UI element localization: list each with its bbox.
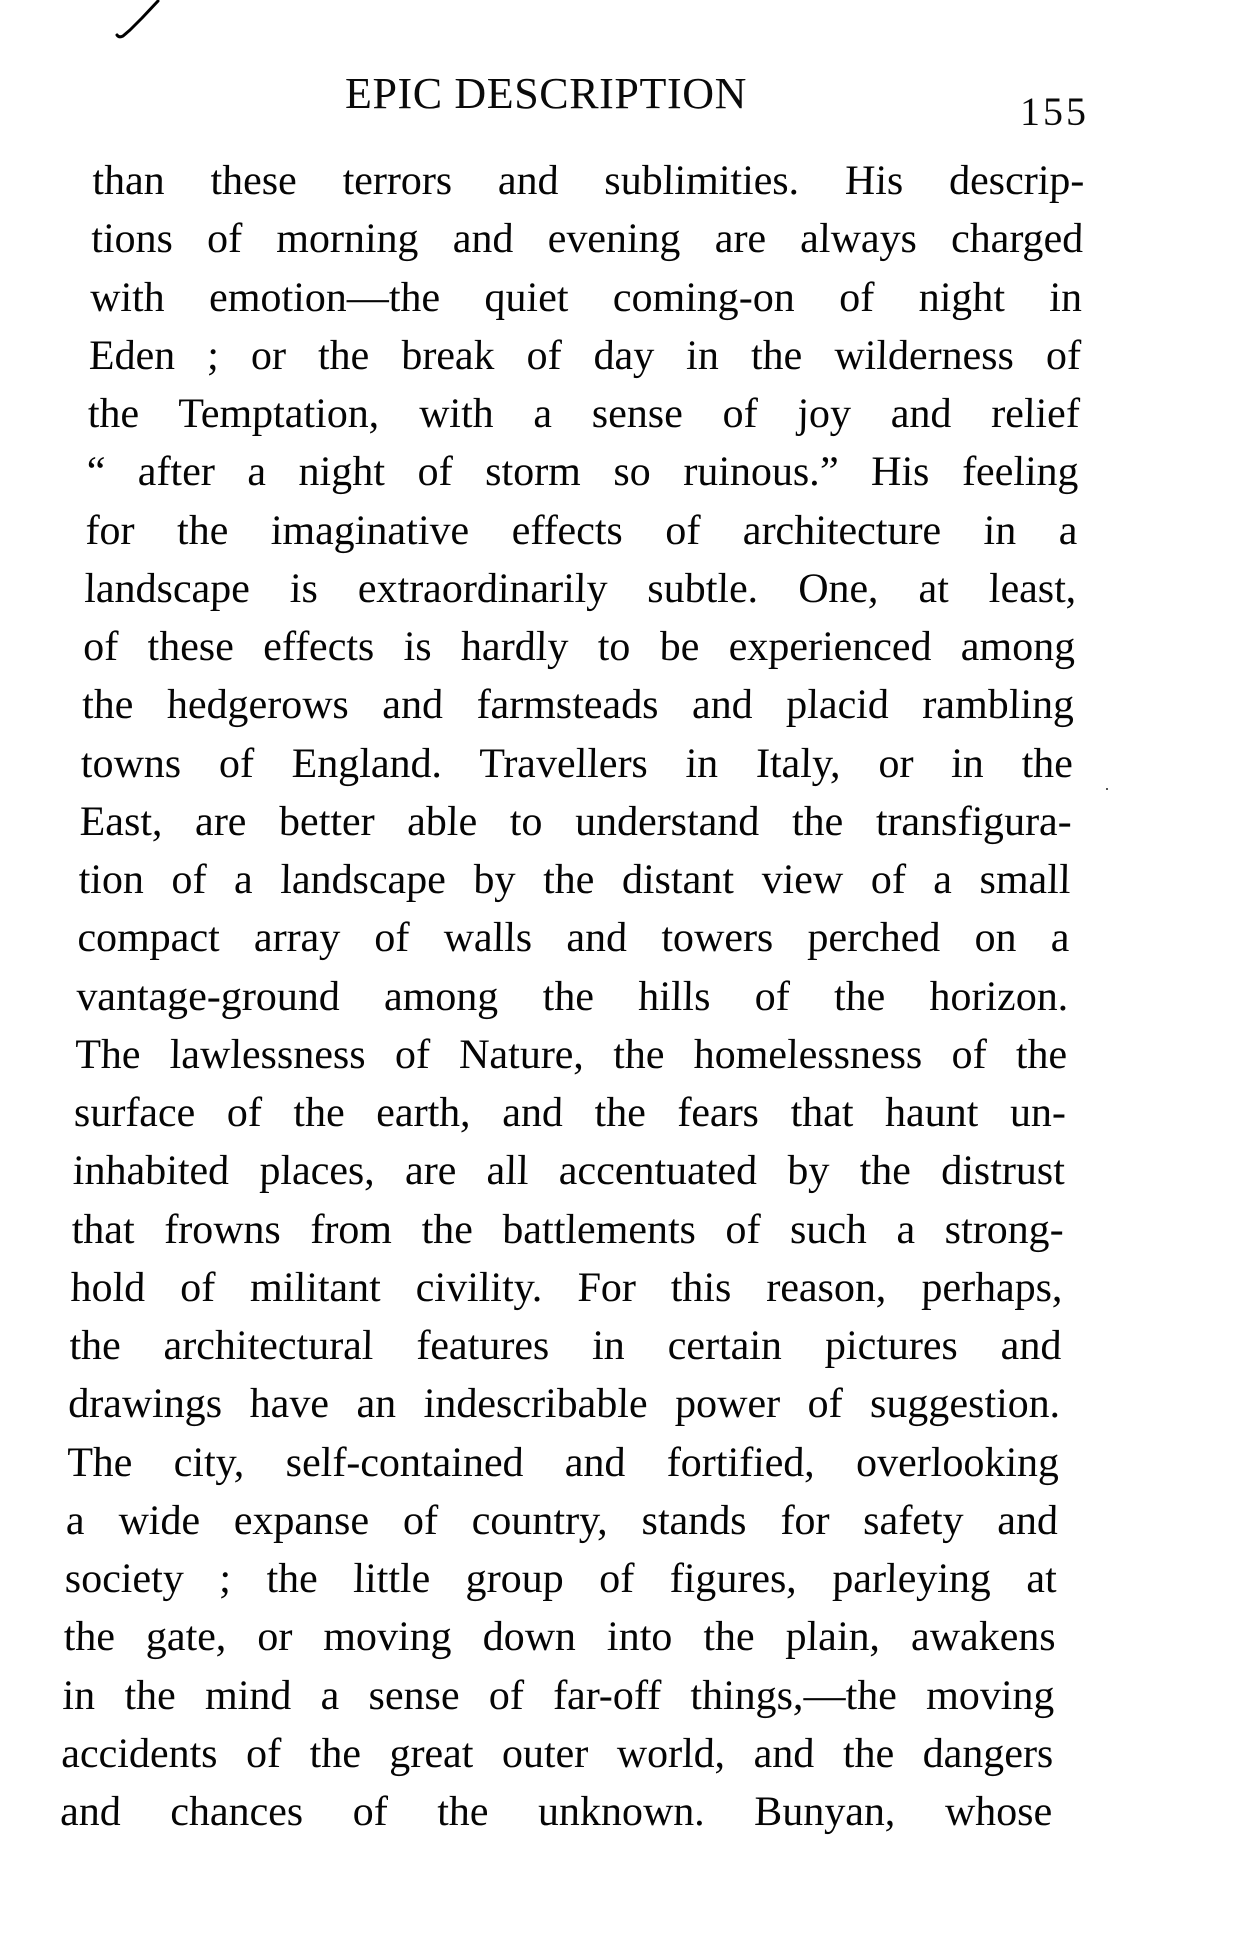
text-line: that frowns from the battlements of such a strong- bbox=[71, 1206, 1065, 1253]
text-line: East, are better able to understand the transfigura- bbox=[79, 798, 1073, 845]
check-mark-icon bbox=[108, 0, 168, 44]
text-line: tions of morning and evening are always charged bbox=[90, 216, 1084, 263]
text-line: than these terrors and sublimities. His descrip- bbox=[91, 158, 1085, 204]
text-line: accidents of the great outer world, and the dangers bbox=[60, 1730, 1054, 1777]
text-line: the architectural features in certain pictures and bbox=[68, 1323, 1062, 1369]
text-line: surface of the earth, and the fears that haunt un- bbox=[73, 1090, 1067, 1136]
text-line: a wide expanse of country, stands for safety and bbox=[65, 1497, 1059, 1544]
text-line: hold of militant civility. For this reason, perhaps, bbox=[70, 1264, 1064, 1311]
text-line: landscape is extraordinarily subtle. One, at least, bbox=[83, 565, 1077, 612]
text-line: with emotion—the quiet coming-on of night in bbox=[89, 274, 1083, 321]
text-line: inhabited places, are all accentuated by the distrust bbox=[72, 1148, 1066, 1195]
text-line: drawings have an indescribable power of suggestion. bbox=[67, 1381, 1061, 1428]
text-line: The lawlessness of Nature, the homelessness of the bbox=[74, 1031, 1068, 1078]
text-line: the gate, or moving down into the plain, awakens bbox=[63, 1614, 1057, 1661]
text-line: of these effects is hardly to be experienced among bbox=[82, 624, 1076, 670]
running-head: EPIC DESCRIPTION bbox=[345, 69, 747, 118]
text-line: towns of England. Travellers in Italy, or in the bbox=[80, 740, 1074, 787]
text-line: vantage-ground among the hills of the horizon. bbox=[75, 973, 1069, 1020]
text-line: the hedgerows and farmsteads and placid rambling bbox=[81, 682, 1075, 729]
text-line: The city, self-contained and fortified, overlooking bbox=[66, 1439, 1060, 1486]
body-text bbox=[60, 152, 1085, 1841]
text-line: society ; the little group of figures, parleying at bbox=[64, 1556, 1058, 1602]
scan-speck bbox=[1106, 788, 1108, 790]
page-number: 155 bbox=[1020, 89, 1089, 134]
text-line: Eden ; or the break of day in the wilderness of bbox=[88, 332, 1082, 379]
text-line: in the mind a sense of far-off things,—the moving bbox=[62, 1672, 1056, 1719]
text-line: compact array of walls and towers perched on a bbox=[77, 915, 1070, 962]
text-line: “ after a night of storm so ruinous.” His feeling bbox=[86, 449, 1080, 496]
text-line: for the imaginative effects of architecture in a bbox=[85, 507, 1078, 554]
text-line: the Temptation, with a sense of joy and relief bbox=[87, 391, 1081, 437]
text-line: tion of a landscape by the distant view of a small bbox=[78, 857, 1072, 903]
text-line: and chances of the unknown. Bunyan, whose bbox=[59, 1789, 1053, 1835]
